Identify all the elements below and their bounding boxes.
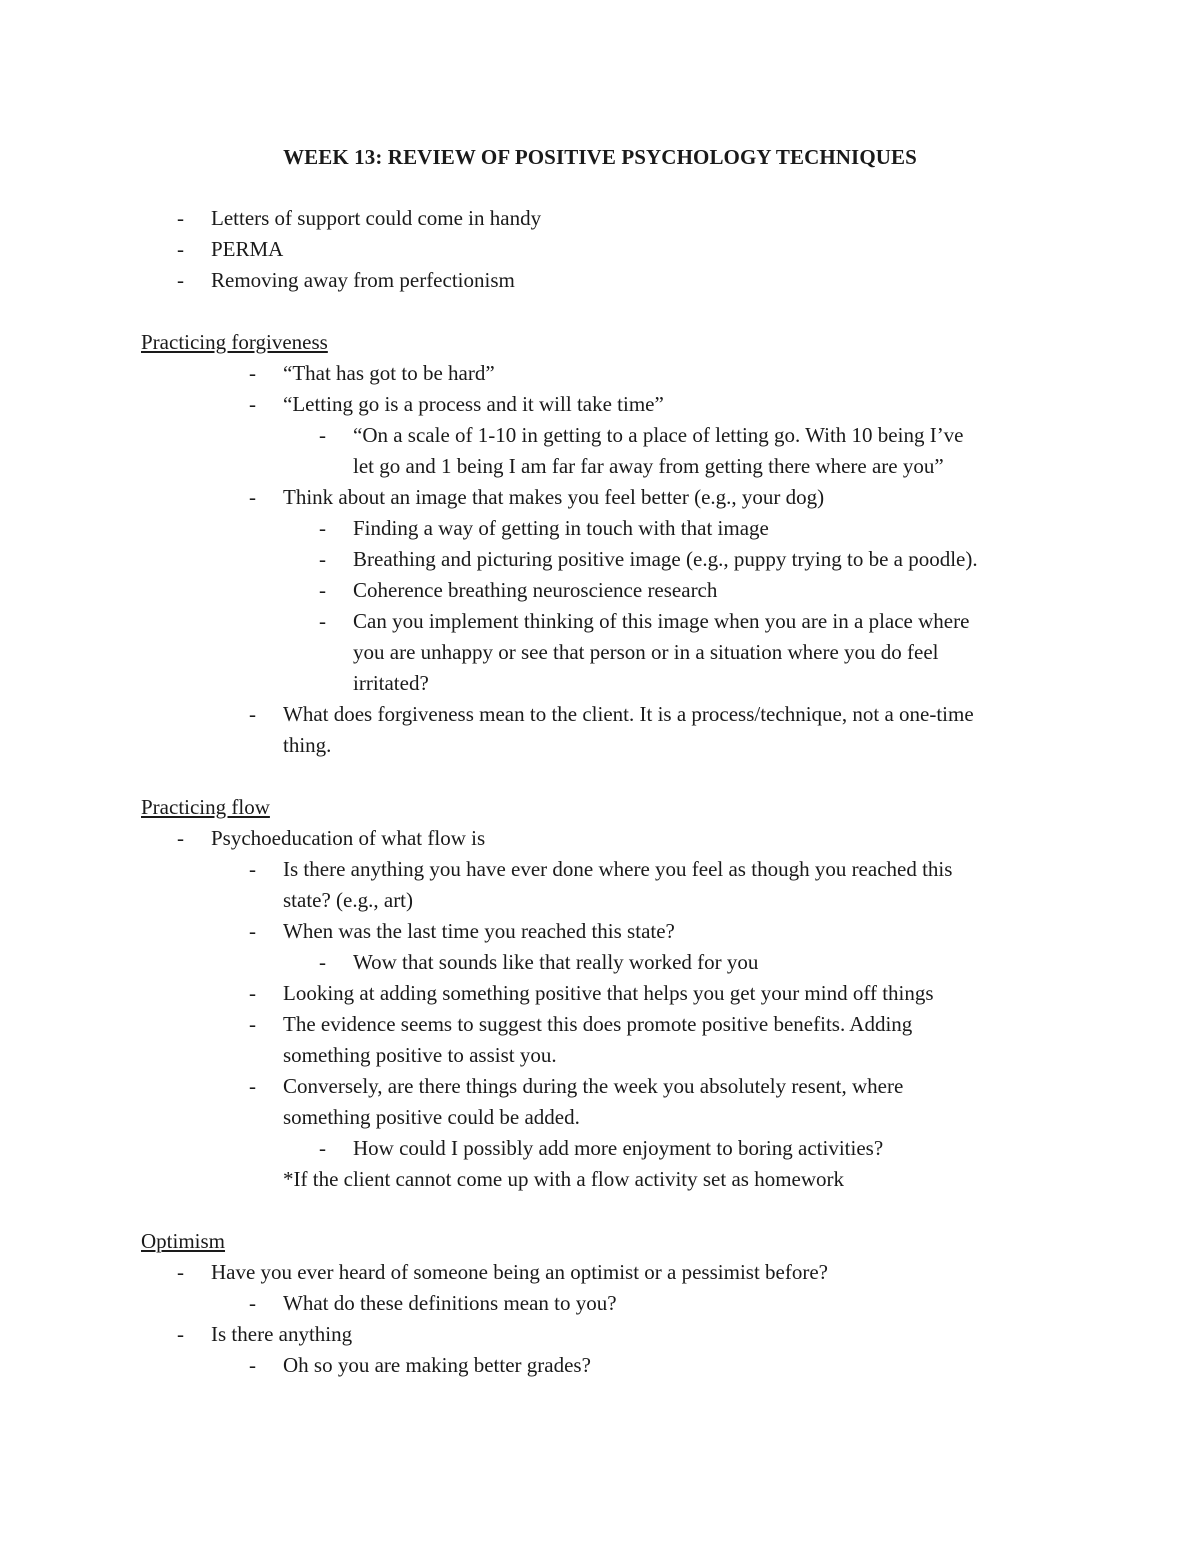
- document-title: WEEK 13: REVIEW OF POSITIVE PSYCHOLOGY TECHNIQUES: [283, 145, 917, 169]
- bullet-dash: -: [319, 423, 326, 447]
- list-item-continuation: something positive could be added.: [283, 1105, 580, 1129]
- list-item: Can you implement thinking of this image when you are in a place where: [353, 609, 970, 633]
- section-heading: Practicing forgiveness: [141, 330, 328, 354]
- bullet-dash: -: [249, 1012, 256, 1036]
- intro-item: Letters of support could come in handy: [211, 206, 542, 230]
- list-item: When was the last time you reached this state?: [283, 919, 675, 943]
- bullet-dash: -: [177, 826, 184, 850]
- list-item: The evidence seems to suggest this does promote positive benefits. Adding: [283, 1012, 913, 1036]
- list-item: Is there anything you have ever done where you feel as though you reached this: [283, 857, 953, 881]
- list-item: How could I possibly add more enjoyment to boring activities?: [353, 1136, 884, 1160]
- list-item: Psychoeducation of what flow is: [211, 826, 486, 850]
- list-item: Wow that sounds like that really worked for you: [353, 950, 759, 974]
- list-item: Have you ever heard of someone being an optimist or a pessimist before?: [211, 1260, 828, 1284]
- bullet-dash: -: [177, 206, 184, 230]
- bullet-dash: -: [249, 981, 256, 1005]
- list-item: Think about an image that makes you feel better (e.g., your dog): [283, 485, 825, 509]
- section-heading: Optimism: [141, 1229, 226, 1253]
- bullet-dash: -: [319, 578, 326, 602]
- list-item-continuation: state? (e.g., art): [283, 888, 414, 912]
- intro-item: Removing away from perfectionism: [211, 268, 515, 292]
- list-item: Breathing and picturing positive image (e.g., puppy trying to be a poodle).: [353, 547, 978, 571]
- list-item-continuation: irritated?: [353, 671, 429, 695]
- bullet-dash: -: [319, 609, 326, 633]
- list-item: Finding a way of getting in touch with that image: [353, 516, 769, 540]
- bullet-dash: -: [249, 1074, 256, 1098]
- list-item: “Letting go is a process and it will take time”: [283, 392, 664, 416]
- list-item: “On a scale of 1-10 in getting to a place of letting go. With 10 being I’ve: [353, 423, 964, 447]
- bullet-dash: -: [319, 950, 326, 974]
- bullet-dash: -: [177, 237, 184, 261]
- bullet-dash: -: [249, 392, 256, 416]
- list-item: What do these definitions mean to you?: [283, 1291, 617, 1315]
- bullet-dash: -: [319, 516, 326, 540]
- bullet-dash: -: [249, 485, 256, 509]
- list-item: Conversely, are there things during the week you absolutely resent, where: [283, 1074, 904, 1098]
- list-item-continuation: thing.: [283, 733, 332, 757]
- list-item-continuation: something positive to assist you.: [283, 1043, 557, 1067]
- bullet-dash: -: [319, 1136, 326, 1160]
- bullet-dash: -: [249, 702, 256, 726]
- list-item: What does forgiveness mean to the client. It is a process/technique, not a one-time: [283, 702, 974, 726]
- list-item: Looking at adding something positive that helps you get your mind off things: [283, 981, 934, 1005]
- bullet-dash: -: [319, 547, 326, 571]
- list-item: Oh so you are making better grades?: [283, 1353, 591, 1377]
- list-item-continuation: you are unhappy or see that person or in a situation where you do feel: [353, 640, 939, 664]
- bullet-dash: -: [249, 857, 256, 881]
- bullet-dash: -: [249, 361, 256, 385]
- bullet-dash: -: [177, 268, 184, 292]
- list-item-continuation: let go and 1 being I am far far away from getting there where are you”: [353, 454, 944, 478]
- intro-item: PERMA: [211, 237, 284, 261]
- bullet-dash: -: [249, 1291, 256, 1315]
- list-item: “That has got to be hard”: [283, 361, 495, 385]
- bullet-dash: -: [177, 1260, 184, 1284]
- homework-note: *If the client cannot come up with a flow activity set as homework: [283, 1167, 845, 1191]
- section-heading: Practicing flow: [141, 795, 270, 819]
- bullet-dash: -: [177, 1322, 184, 1346]
- bullet-dash: -: [249, 919, 256, 943]
- bullet-dash: -: [249, 1353, 256, 1377]
- list-item: Coherence breathing neuroscience research: [353, 578, 718, 602]
- list-item: Is there anything: [211, 1322, 353, 1346]
